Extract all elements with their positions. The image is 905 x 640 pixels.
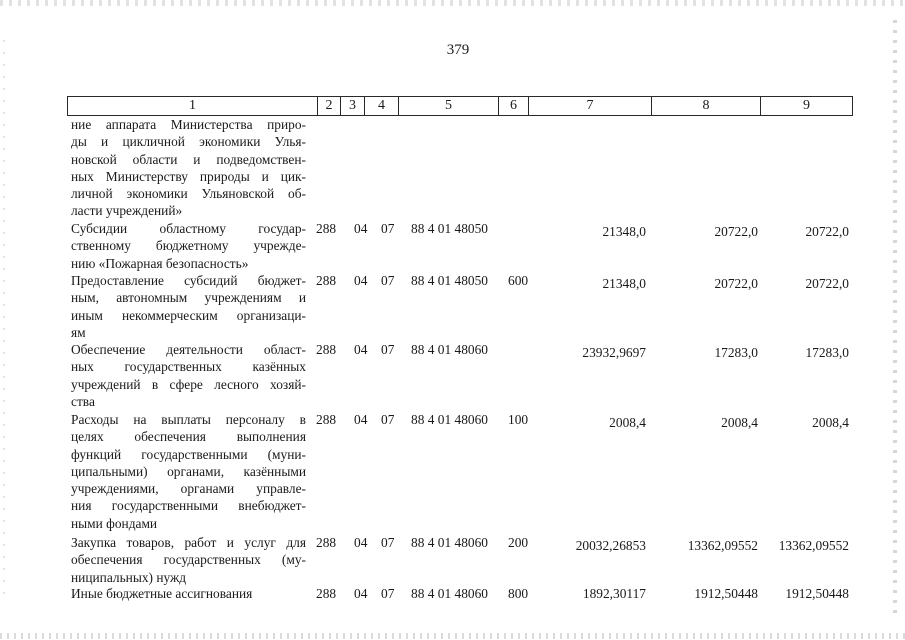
- header-col-1: 1: [68, 97, 318, 115]
- row-name-line: ние аппарата Министерства приро-: [71, 117, 306, 132]
- header-col-8: 8: [652, 97, 761, 115]
- row-name: [71, 534, 306, 586]
- header-col-2: 2: [318, 97, 341, 115]
- row-value-col9: 17283,0: [805, 345, 849, 360]
- row-section: 04: [354, 221, 368, 236]
- scan-edge-top: [0, 0, 905, 6]
- row-value-col9: 13362,09552: [778, 538, 849, 553]
- row-name-line: ства: [71, 393, 95, 409]
- row-value-col9: 20722,0: [805, 276, 849, 291]
- row-name-line: ственному бюджетному учрежде-: [71, 238, 306, 254]
- row-value-col8: 1912,50448: [694, 586, 758, 601]
- row-name-line: Субсидии областному государ-: [71, 221, 306, 236]
- row-name-line: личной экономики Ульяновской об-: [71, 186, 306, 202]
- row-code: 288: [316, 342, 337, 357]
- row-code: 288: [316, 412, 337, 427]
- row-value-col7: 2008,4: [609, 415, 646, 430]
- row-name-line: ных Министерству природы и цик-: [71, 168, 306, 184]
- row-code: 288: [316, 273, 337, 288]
- row-value-col7: 21348,0: [602, 224, 646, 239]
- row-code: 288: [316, 221, 337, 236]
- row-value-col7: 1892,30117: [582, 586, 646, 601]
- row-subsection: 07: [381, 586, 395, 601]
- row-name-line: ям: [71, 324, 86, 340]
- row-code: 288: [316, 586, 337, 601]
- row-name-line: ласти учреждений»: [71, 203, 183, 219]
- row-name-line: Закупка товаров, работ и услуг для: [71, 535, 306, 550]
- header-col-4: 4: [365, 97, 399, 115]
- row-target-code: 88 4 01 48050: [411, 273, 488, 288]
- row-section: 04: [354, 535, 368, 550]
- row-code: 288: [316, 535, 337, 550]
- header-col-3: 3: [341, 97, 365, 115]
- row-name-line: нию «Пожарная безопасность»: [71, 255, 249, 271]
- row-value-col7: 23932,9697: [582, 345, 646, 360]
- row-name-line: Расходы на выплаты персоналу в: [71, 412, 306, 427]
- row-name: [71, 585, 306, 602]
- row-subsection: 07: [381, 412, 395, 427]
- row-name-line: учреждений в сфере лесного хозяй-: [71, 376, 306, 392]
- row-expense-type: 600: [508, 273, 529, 288]
- row-target-code: 88 4 01 48060: [411, 535, 488, 550]
- row-section: 04: [354, 586, 368, 601]
- row-name-line: ципальными) органами, казёнными: [71, 463, 306, 479]
- scan-edge-bottom: [0, 633, 905, 639]
- scan-edge-right: [893, 20, 897, 620]
- row-name: [71, 341, 306, 410]
- row-target-code: 88 4 01 48050: [411, 221, 488, 236]
- row-name-line: функций государственными (муни-: [71, 446, 306, 462]
- row-name-line: ными фондами: [71, 515, 158, 531]
- header-col-9: 9: [803, 98, 810, 113]
- row-subsection: 07: [381, 535, 395, 550]
- row-subsection: 07: [381, 221, 395, 236]
- row-name-line: ных государственных казённых: [71, 359, 306, 375]
- row-section: 04: [354, 412, 368, 427]
- row-value-col7: 20032,26853: [575, 538, 646, 553]
- header-col-7: 7: [529, 97, 652, 115]
- scan-edge-left: [3, 40, 5, 600]
- row-name: [71, 411, 306, 532]
- header-col-6: 6: [499, 97, 529, 115]
- row-expense-type: 800: [508, 586, 529, 601]
- row-name-line: ды и цикличной экономики Улья-: [71, 134, 306, 150]
- row-target-code: 88 4 01 48060: [411, 342, 488, 357]
- row-target-code: 88 4 01 48060: [411, 412, 488, 427]
- header-col-5: 5: [399, 97, 499, 115]
- row-name-line: Предоставление субсидий бюджет-: [71, 273, 306, 288]
- row-name-line: учреждениями, органами управле-: [71, 481, 306, 497]
- row-value-col9: 1912,50448: [785, 586, 849, 601]
- row-value-col8: 13362,09552: [687, 538, 758, 553]
- row-name: [71, 220, 306, 272]
- row-subsection: 07: [381, 342, 395, 357]
- row-name-line: Обеспечение деятельности област-: [71, 342, 306, 357]
- row-target-code: 88 4 01 48060: [411, 586, 488, 601]
- row-subsection: 07: [381, 273, 395, 288]
- row-name-line: Иные бюджетные ассигнования: [71, 586, 253, 601]
- row-name-line: обеспечения государственных (му-: [71, 552, 306, 568]
- row-name-line: целях обеспечения выполнения: [71, 429, 306, 445]
- row-name-line: иным некоммерческим организаци-: [71, 307, 306, 323]
- row-value-col8: 20722,0: [714, 276, 758, 291]
- row-value-col9: 20722,0: [805, 224, 849, 239]
- row-value-col7: 21348,0: [602, 276, 646, 291]
- row-value-col8: 20722,0: [714, 224, 758, 239]
- row-name-line: ным, автономным учреждениям и: [71, 290, 306, 306]
- row-name-line: ния государственными внебюджет-: [71, 498, 306, 514]
- row-expense-type: 200: [508, 535, 529, 550]
- row-name: [71, 272, 306, 341]
- row-name-line: новской области и подведомствен-: [71, 151, 306, 167]
- row-value-col8: 17283,0: [714, 345, 758, 360]
- row-expense-type: 100: [508, 412, 529, 427]
- row-name: [71, 116, 306, 220]
- row-section: 04: [354, 342, 368, 357]
- table-header-row: [67, 96, 853, 116]
- row-value-col9: 2008,4: [812, 415, 849, 430]
- page-number: 379: [446, 42, 470, 58]
- row-value-col8: 2008,4: [721, 415, 758, 430]
- row-section: 04: [354, 273, 368, 288]
- row-name-line: ниципальных) нужд: [71, 569, 187, 585]
